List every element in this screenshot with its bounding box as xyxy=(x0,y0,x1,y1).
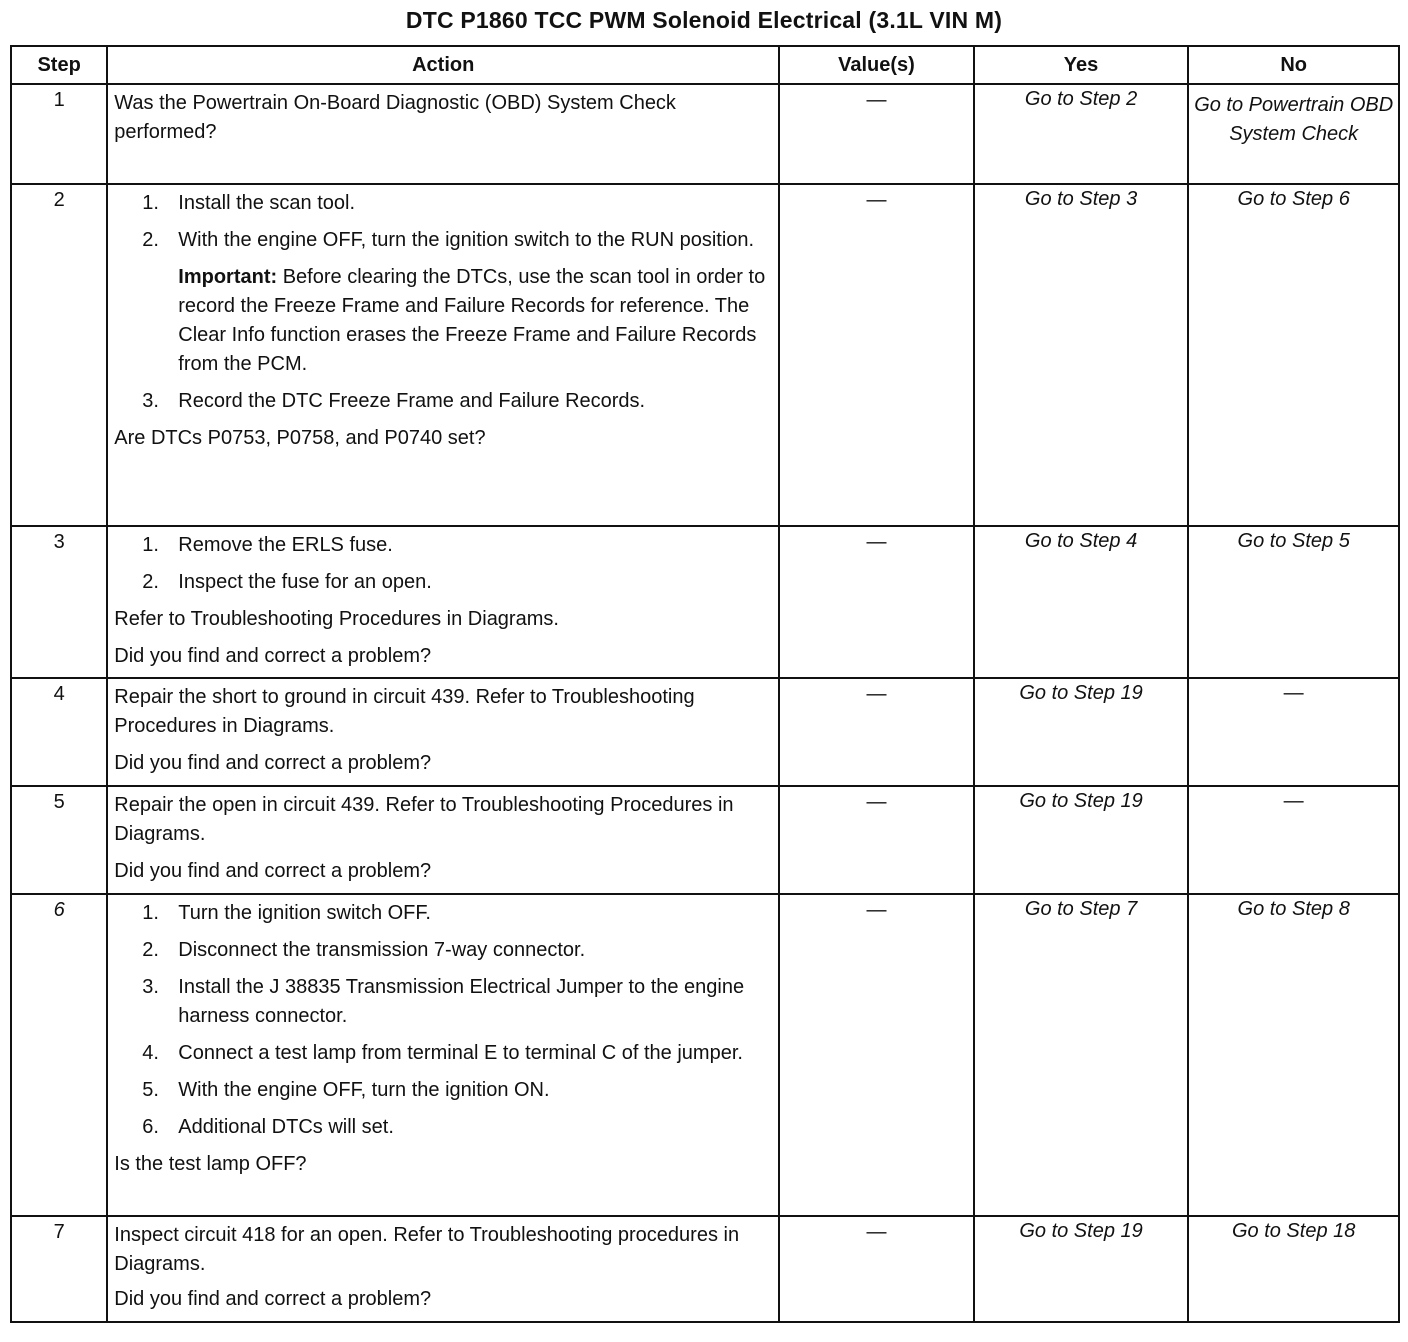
yes-cell: Go to Step 7 xyxy=(974,894,1189,1216)
step-text: Install the J 38835 Transmission Electrical Jumper to the engine harness connector. xyxy=(178,976,745,1027)
value-cell: — xyxy=(779,894,974,1216)
no-cell: Go to Powertrain OBD System Check xyxy=(1188,84,1399,184)
no-cell: Go to Step 18 xyxy=(1188,1216,1399,1322)
action-text: Repair the open in circuit 439. Refer to Troubleshooting Procedures in Diagrams. xyxy=(114,794,734,845)
action-question: Did you find and correct a problem? xyxy=(114,645,432,667)
header-row xyxy=(11,46,1399,84)
no-cell: Go to Step 5 xyxy=(1188,526,1399,678)
step-number: 7 xyxy=(11,1216,107,1322)
value-cell: — xyxy=(779,84,974,184)
step-text: Turn the ignition switch OFF. xyxy=(178,902,431,924)
yes-cell: Go to Step 3 xyxy=(974,184,1189,526)
list-item: 1. Remove the ERLS fuse. xyxy=(142,534,393,556)
yes-cell: Go to Step 4 xyxy=(974,526,1189,678)
action-question: Did you find and correct a problem? xyxy=(114,860,432,882)
table-row xyxy=(11,1216,1399,1322)
step-text: Connect a test lamp from terminal E to terminal C of the jumper. xyxy=(178,1042,743,1064)
action-cell xyxy=(107,526,779,678)
list-item: 5. With the engine OFF, turn the ignition ON. xyxy=(142,1079,550,1101)
yes-cell: Go to Step 19 xyxy=(974,786,1189,894)
list-item: 2. With the engine OFF, turn the ignition switch to the RUN position. xyxy=(142,229,755,251)
step-text: Remove the ERLS fuse. xyxy=(178,534,393,556)
step-text: Inspect the fuse for an open. xyxy=(178,571,432,593)
step-text: With the engine OFF, turn the ignition ON. xyxy=(178,1079,550,1101)
header-step: Step xyxy=(11,46,107,84)
value-cell: — xyxy=(779,526,974,678)
yes-cell: Go to Step 19 xyxy=(974,678,1189,786)
value-cell: — xyxy=(779,184,974,526)
step-number: 4 xyxy=(11,678,107,786)
step-text: With the engine OFF, turn the ignition switch to the RUN position. xyxy=(178,229,755,251)
no-cell: Go to Step 6 xyxy=(1188,184,1399,526)
table-row xyxy=(11,526,1399,678)
action-cell xyxy=(107,1216,779,1322)
no-cell: Go to Step 8 xyxy=(1188,894,1399,1216)
value-cell: — xyxy=(779,786,974,894)
action-steps xyxy=(114,189,772,255)
list-item: 3. Install the J 38835 Transmission Electrical Jumper to the engine harness connector. xyxy=(142,976,745,1027)
yes-cell: Go to Step 2 xyxy=(974,84,1189,184)
important-label: Important: xyxy=(178,266,278,288)
step-text: Disconnect the transmission 7-way connector. xyxy=(178,939,586,961)
page-title: DTC P1860 TCC PWM Solenoid Electrical (3.1L VIN M) xyxy=(405,7,1003,33)
table-row xyxy=(11,184,1399,526)
list-item: 1. Turn the ignition switch OFF. xyxy=(142,902,431,924)
value-cell: — xyxy=(779,678,974,786)
no-cell: — xyxy=(1188,786,1399,894)
no-cell: — xyxy=(1188,678,1399,786)
action-question: Is the test lamp OFF? xyxy=(114,1153,307,1175)
action-question: Did you find and correct a problem? xyxy=(114,752,432,774)
header-yes: Yes xyxy=(974,46,1189,84)
step-number: 6 xyxy=(11,894,107,1216)
list-item: 1. Install the scan tool. xyxy=(142,192,356,214)
step-text: Install the scan tool. xyxy=(178,192,356,214)
step-number: 3 xyxy=(11,526,107,678)
list-item: 6. Additional DTCs will set. xyxy=(142,1116,394,1138)
diagnostic-table xyxy=(10,45,1400,1323)
list-item: 4. Connect a test lamp from terminal E to terminal C of the jumper. xyxy=(142,1042,743,1064)
step-text: Record the DTC Freeze Frame and Failure Records. xyxy=(178,390,646,412)
table-row xyxy=(11,84,1399,184)
header-values: Value(s) xyxy=(779,46,974,84)
action-steps xyxy=(114,387,772,416)
list-item: 2. Inspect the fuse for an open. xyxy=(142,571,432,593)
action-question: Was the Powertrain On-Board Diagnostic (OBD) System Check performed? xyxy=(114,92,676,143)
step-number: 2 xyxy=(11,184,107,526)
action-cell xyxy=(107,678,779,786)
important-text: Before clearing the DTCs, use the scan tool in order to record the Freeze Frame and Failure Records for reference. The Clear Info function erases the Freeze Frame and Failure Records from the PCM. xyxy=(178,266,766,375)
action-cell xyxy=(107,84,779,184)
header-action: Action xyxy=(107,46,779,84)
action-question: Did you find and correct a problem? xyxy=(114,1288,432,1310)
step-number: 5 xyxy=(11,786,107,894)
table-row xyxy=(11,894,1399,1216)
header-no: No xyxy=(1188,46,1399,84)
action-cell xyxy=(107,184,779,526)
action-text: Repair the short to ground in circuit 439. Refer to Troubleshooting Procedures in Diagrams. xyxy=(114,686,695,737)
table-row xyxy=(11,678,1399,786)
action-text: Inspect circuit 418 for an open. Refer to Troubleshooting procedures in Diagrams. xyxy=(114,1224,740,1275)
action-cell xyxy=(107,786,779,894)
action-refer: Refer to Troubleshooting Procedures in Diagrams. xyxy=(114,608,559,630)
value-cell: — xyxy=(779,1216,974,1322)
list-item: 2. Disconnect the transmission 7-way connector. xyxy=(142,939,586,961)
action-cell xyxy=(107,894,779,1216)
important-note xyxy=(114,263,772,379)
list-item: 3. Record the DTC Freeze Frame and Failure Records. xyxy=(142,390,646,412)
yes-cell: Go to Step 19 xyxy=(974,1216,1189,1322)
step-text: Additional DTCs will set. xyxy=(178,1116,394,1138)
action-steps xyxy=(114,899,772,1142)
table-row xyxy=(11,786,1399,894)
action-question: Are DTCs P0753, P0758, and P0740 set? xyxy=(114,427,486,449)
action-steps xyxy=(114,531,772,597)
step-number: 1 xyxy=(11,84,107,184)
